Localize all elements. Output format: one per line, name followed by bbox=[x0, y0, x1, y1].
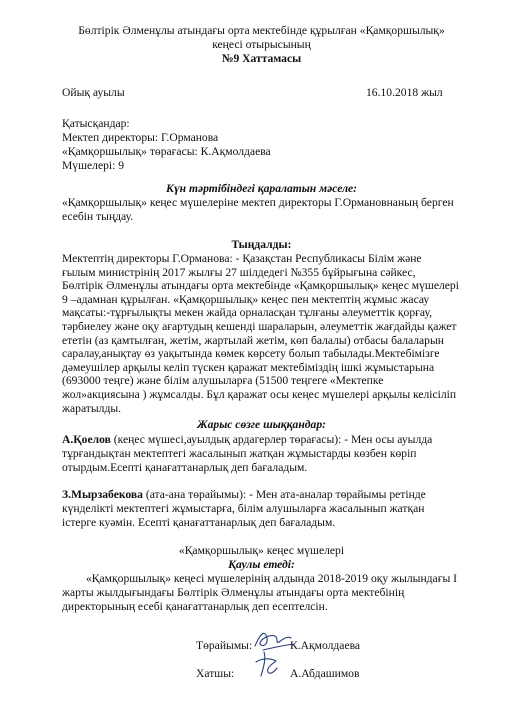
speaker-1-line-3: отырдым.Есепті қанағаттанарлық деп бағаладым. bbox=[62, 461, 308, 474]
secretary-signature bbox=[250, 648, 284, 682]
attendee-members: Мүшелері: 9 bbox=[62, 159, 125, 172]
speakers-heading: Жарыс сөзге шыққандар: bbox=[196, 418, 326, 431]
agenda-line-2: есебін тыңдау. bbox=[62, 210, 134, 223]
speaker-2-line-2: күнделікті мектептегі жұмыстарға, білім алушыларға жасалынып жатқан bbox=[62, 502, 425, 515]
heard-line: жол»акциясына ) жұмсалды. Бұл қаражат осы кеңес мүшелері арқылы келісіліп bbox=[62, 387, 457, 401]
resolution-line-1: «Қамқоршылық» кеңесі мүшелерінің алдында 2018-2019 оқу жылындағы І bbox=[86, 572, 457, 585]
heard-line: мақсаты:-тұрғылықты мекен жайда орналасқан тұлғаны әлеуметтік қорғау, bbox=[62, 306, 432, 320]
council-members: «Қамқоршылық» кеңес мүшелері bbox=[178, 544, 345, 557]
place: Ойық ауылы bbox=[62, 86, 125, 99]
agenda-line-1: «Қамқоршылық» кеңес мүшелеріне мектеп директоры Г.Ормановнаның берген bbox=[62, 196, 454, 209]
resolution-line-2: жарты жылдығындағы Бөлтірік Әлменұлы атындағы орта мектебінің bbox=[62, 586, 405, 599]
heard-line: (693000 теңге) және білім алушыларға (51500 теңгеге «Мектепке bbox=[62, 374, 384, 388]
speaker-1-text: (кеңес мүшесі,ауылдық ардагерлер төрағасы): - Мен осы ауылда bbox=[110, 433, 433, 446]
title-line-1: Бөлтірік Әлменұлы атындағы орта мектебінде құрылған «Қамқоршылық» bbox=[78, 24, 445, 37]
heard-line: жаратылды. bbox=[62, 401, 122, 415]
attendees-heading: Қатысқандар: bbox=[62, 117, 130, 130]
heard-body bbox=[62, 252, 472, 415]
chair-name: К.Ақмолдаева bbox=[290, 639, 361, 652]
speaker-2-text: (ата-ана төрайымы): - Мен ата-аналар төрайымы ретінде bbox=[142, 488, 426, 501]
heard-line: 9 –адамнан құрылған. «Қамқоршылық» кеңес пен мектептің жұмыс жасау bbox=[62, 292, 430, 306]
agenda-heading: Күн тәртібіндегі қаралатын мәселе: bbox=[165, 182, 358, 195]
heard-line: тәрбиелеу және оқу ағартудың кешенді шараларын, әлеуметтік жағдайды қажет bbox=[62, 319, 457, 333]
chair-label: Төрайымы: bbox=[196, 639, 253, 652]
attendee-chair: «Қамқоршылық» төрағасы: К.Ақмолдаева bbox=[62, 145, 271, 158]
speaker-1-line-1 bbox=[62, 433, 432, 447]
resolution-line-3: директорының есебі қанағаттанарлық деп есептелсін. bbox=[62, 600, 328, 613]
resolution-heading: Қаулы етеді: bbox=[228, 558, 295, 571]
title-line-2: кеңесі отырысының bbox=[212, 38, 311, 51]
heard-heading: Тыңдалды: bbox=[231, 238, 292, 251]
speaker-2-line-3: істерге куәмін. Есепті қанағаттанарлық деп бағаладым. bbox=[62, 516, 336, 529]
heard-line: дәмеушілер арқылы келіп түскен қаражат мектебіміздің ішкі жұмыстарына bbox=[62, 360, 435, 374]
protocol-number: №9 Хаттамасы bbox=[221, 52, 302, 65]
heard-line: саралау,анықтау өз уақытында көмек көрсету болып табылады.Мектебімізге bbox=[62, 347, 440, 361]
attendee-director: Мектеп директоры: Г.Орманова bbox=[62, 131, 219, 144]
heard-line: Мектептің директоры Г.Орманова: - Қазақстан Республикасы Білім және bbox=[62, 252, 422, 265]
heard-line: Бөлтірік Әлменұлы атындағы орта мектебінде «Қамқоршылық» кеңес мүшелері bbox=[62, 279, 459, 293]
speaker-1-line-2: тұрғандықтан мектептегі жасалынып жатқан жұмыстарды көзбен көріп bbox=[62, 447, 417, 460]
date: 16.10.2018 жыл bbox=[366, 86, 443, 99]
speaker-1-name: А.Қоелов bbox=[62, 433, 111, 446]
speaker-2-line-1 bbox=[62, 488, 426, 502]
speaker-2-name: З.Мырзабекова bbox=[62, 488, 143, 501]
secretary-name: А.Абдашимов bbox=[290, 667, 360, 680]
secretary-label: Хатшы: bbox=[196, 667, 235, 680]
heard-line: ететін (аз қамтылған, жетім, жартылай жетім, көп балалы) отбасы балаларын bbox=[62, 333, 444, 347]
heard-line: ғылым министрінің 2017 жылғы 27 шілдедегі №355 бұйрығына сәйкес, bbox=[62, 265, 416, 279]
